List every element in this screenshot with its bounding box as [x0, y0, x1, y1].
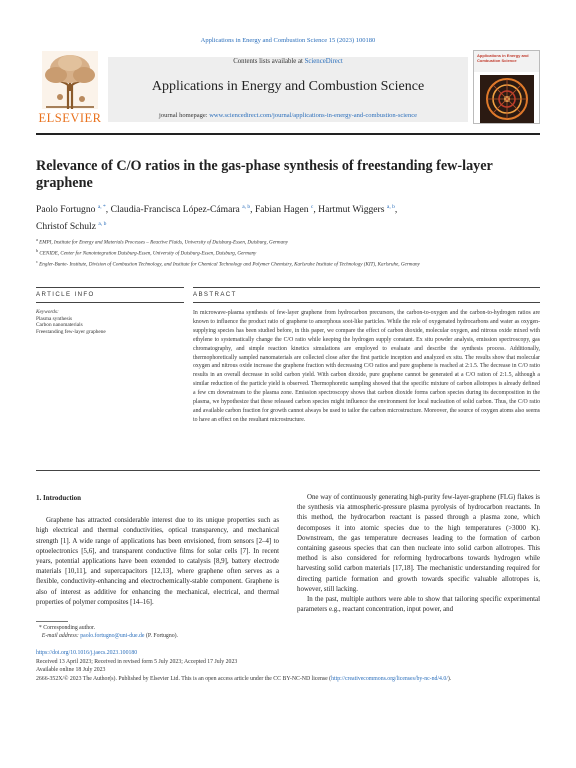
available-online: Available online 18 July 2023 — [36, 667, 106, 673]
email-label: E-mail address: — [41, 633, 81, 640]
article-info-heading: ARTICLE INFO — [36, 291, 95, 298]
affiliation-text: Engler-Bunte- Institute, Division of Combustion Technology, and Institute for Chemical Technology and Polymer Chemistry, Karlsruhe Institute of Technology (KIT), Karlsruhe, Germany — [39, 261, 420, 268]
license-suffix: ). — [447, 675, 452, 682]
elsevier-tree-icon — [42, 51, 98, 109]
author-name[interactable]: Paolo Fortugno — [36, 204, 96, 216]
author-name[interactable]: Fabian Hagen — [254, 204, 309, 216]
keywords-block — [36, 309, 186, 335]
journal-citation-line[interactable]: Applications in Energy and Combustion Science 15 (2023) 100180 — [200, 37, 376, 44]
header-divider — [36, 133, 540, 135]
article-info-rule-top — [36, 287, 184, 288]
footnote-rule — [36, 621, 68, 622]
keywords-label: Keywords: — [36, 309, 59, 315]
corresponding-author-note: * Corresponding author. — [38, 625, 96, 631]
article-metadata — [36, 649, 540, 683]
footnotes — [36, 624, 296, 641]
author-email-link[interactable]: paolo.fortugno@uni-due.de — [80, 633, 145, 640]
intro-paragraph: One way of continuously generating high-purity few-layer-graphene (FLG) flakes is the synthesis via atmospheric-pressure plasma pyrolysis of hydrocarbon reactants. In this method, the hydrocarbon reactant is passed through a plasma zone, which decomposes it into atomic species due to the high temperatures (>3000 K). Downstream, the gas temperature decreases leading to the formation of carbon containing gaseous species that can then nucleate into solid carbon allotropes. This method is also considered for reforming hydrocarbons towards hydrogen while harvesting solid carbon materials [17,18]. The mechanistic understanding required for directing particle formation and growth towards specific valuable allotropes is, however, still lacking. — [297, 494, 540, 593]
article-info-rule-bottom — [36, 302, 184, 303]
author-affiliation-marker[interactable]: c — [310, 204, 314, 210]
author-name[interactable]: Christof Schulz — [36, 221, 96, 233]
author-name[interactable]: Claudia-Francisca López-Cámara — [110, 204, 240, 216]
journal-title: Applications in Energy and Combustion Science — [151, 79, 425, 94]
article-title: Relevance of C/O ratios in the gas-phase synthesis of freestanding few-layer graphene — [36, 158, 493, 191]
author-affiliation-marker[interactable]: a, b — [98, 221, 107, 228]
contents-line — [108, 58, 468, 65]
cover-art-icon — [480, 75, 534, 123]
elsevier-logo[interactable] — [36, 49, 104, 126]
author-affiliation-marker[interactable]: a, b — [386, 204, 395, 210]
affiliation-item — [36, 236, 540, 247]
article-dates: Received 13 April 2023; Received in revised form 5 July 2023; Accepted 17 July 2023 — [36, 658, 238, 665]
abstract-heading: ABSTRACT — [193, 291, 237, 298]
journal-header — [36, 49, 540, 126]
affiliations — [36, 236, 540, 269]
elsevier-wordmark: ELSEVIER — [38, 111, 102, 125]
affiliation-item — [36, 247, 540, 258]
abstract-text: In microwave-plasma synthesis of few-layer graphene from hydrocarbon precursors, the carbon-to-oxygen and the carbon-to-hydrogen ratios are known to influence the product ratio of graphene to amorphous soot-like particles. While the role of oxygenated hydrocarbons and water as oxygen-supplying species has been studied before, in this paper, we compare the effect of carbon dioxide, molecular oxygen, and nitrous oxide mixed with ethylene to systematically change the C/O ratio while keeping the hydrogen supply constant. Ex situ powder analysis, emission spectroscopy, gas chromatography, and simple reaction kinetics simulations are employed to evaluate and describe the synthesis process. Additionally, thermophoretically sampled nanomaterials are collected close after the first particle inception and analyzed ex situ. The results show that molecular oxygen and nitrous oxide increase the graphene fraction with decreasing C/O ratios and pure graphene is reached at 2:1.5. The decrease in C/O ratio results in an overall decrease in solid carbon yield. With carbon dioxide, pure graphene cannot be generated at a C/O ration of 2:1.5, although a similar reduction of the particle yield is observed. Thermophoretic sampling showed that the specific mixture of carbon allotropes is already defined a few cm downstream to the plasma zone. Emission spectroscopy shows that carbon dioxide forms carbon species during its decomposition in the plasma, we hypothesize that these released carbon species might influence the environment for local nucleation of solid carbon. Thus, the C/O ratio and available carbon fraction for growth cannot always be used to tailor the carbon microstructure. Moreover, the source of oxygen atoms also seems to have an effect on the resultant microstructure. — [193, 310, 540, 423]
affiliation-item — [36, 258, 540, 269]
license-prefix: 2666-352X/© 2023 The Author(s). Published by Elsevier Ltd. This is an open access article under the CC BY-NC-ND license ( — [36, 675, 332, 682]
keyword-item: Freestanding few-layer graphene — [36, 328, 106, 335]
keyword-item: Carbon nanomaterials — [36, 322, 83, 329]
intro-right-column — [297, 493, 540, 615]
homepage-label: journal homepage: — [159, 112, 210, 119]
keyword-item: Plasma synthesis — [36, 315, 73, 322]
author-name[interactable]: Hartmut Wiggers — [318, 204, 385, 216]
cover-title: Applications in Energy and Combustion Science — [477, 53, 529, 63]
author-list: Paolo Fortugno $^{a, *}$, Claudia-Francisca López-Cámara $^{a, b}$, Fabian Hagen $^c$, Hartmut Wiggers $^{a, b}$, Christof Schulz $^{a, b}$ — [36, 204, 398, 233]
journal-cover-thumbnail[interactable] — [473, 50, 540, 124]
contents-prefix: Contents lists available at — [233, 58, 305, 65]
author-affiliation-marker[interactable]: a, * — [97, 204, 106, 210]
license-link[interactable]: http://creativecommons.org/licenses/by-nc-nd/4.0/ — [331, 675, 448, 682]
email-suffix: (P. Fortugno). — [144, 633, 178, 640]
affiliation-marker: b — [36, 247, 39, 253]
license-line — [36, 675, 540, 684]
affiliation-marker: a — [36, 237, 38, 242]
journal-homepage-line — [108, 112, 468, 119]
introduction-heading: 1. Introduction — [36, 494, 81, 502]
sciencedirect-link[interactable]: ScienceDirect — [304, 58, 343, 65]
affiliation-text: EMPI, Institute for Energy and Materials Processes – Reactive Fluids, University of Duisburg-Essen, Duisburg, Germany — [39, 239, 288, 246]
abstract-end-rule — [36, 470, 540, 471]
doi-link[interactable]: https://doi.org/10.1016/j.jaecs.2023.100180 — [36, 650, 138, 656]
affiliation-marker: c — [36, 258, 38, 264]
intro-paragraph: In the past, multiple authors were able to show that tailoring specific experimental parameters e.g., reactant concentration, input power, and — [297, 596, 540, 614]
affiliation-text: CENIDE, Center for Nanointegration Duisburg-Essen, University of Duisburg-Essen, Duisburg, Germany — [39, 250, 257, 257]
intro-paragraph: Graphene has attracted considerable interest due to its unique properties such as high electrical and thermal conductivities, optical transparency, and mechanical strength [1]. A wide range of applications has been envisioned, from sensors [2–4] to optoelectronics [5,6], and transparent conductive films for solar cells [7]. In recent years, potential applications have been extended to catalysis [8,9], battery electrode materials [10,11], and supercapacitors [12,13], where graphene often serves as a flexible, conductivity-enhancing and electrochemically-stable component. Graphene is also of interest as additive for enhancing the mechanical, electrical, and thermal properties of polymer composites [14–16]. — [36, 517, 279, 606]
abstract-rule-bottom — [193, 302, 540, 303]
journal-homepage-link[interactable]: www.sciencedirect.com/journal/applications-in-energy-and-combustion-science — [209, 112, 417, 119]
email-note — [36, 632, 296, 640]
intro-left-column — [36, 493, 279, 608]
abstract-rule-top — [193, 287, 540, 288]
author-affiliation-marker[interactable]: a, b — [242, 204, 251, 210]
corresponding-author-text: Corresponding author. — [43, 625, 96, 631]
